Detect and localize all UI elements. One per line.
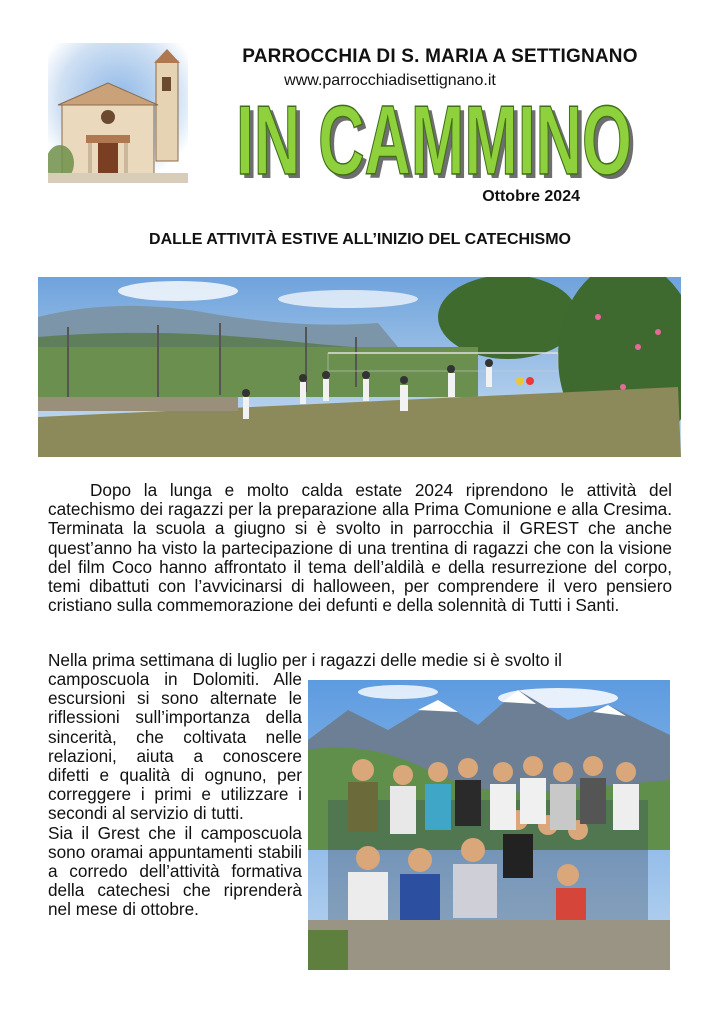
church-logo [48,43,188,183]
paragraph-closing: Sia il Grest che il camposcuola sono oramai appuntamenti stabili a corredo dell’attività formativa della catechesi che riprenderà nel mese di ottobre. [48,822,302,920]
article-headline: DALLE ATTIVITÀ ESTIVE ALL’INIZIO DEL CATECHISMO [149,231,571,248]
parish-name: PARROCCHIA DI S. MARIA A SETTIGNANO [242,46,638,67]
camposcuola-group-photo [308,680,670,970]
paragraph-camposcuola-lead: Nella prima settimana di luglio per i ragazzi delle medie si è svolto il [48,650,562,670]
masthead-text: IN CAMMINO [236,92,632,184]
issue-date: Ottobre 2024 [482,188,580,205]
paragraph-camposcuola: camposcuola in Dolomiti. Alle escursioni si sono alternate le riflessioni sull’importanza della sincerità, che coltivata nelle relazioni, aiuta a conoscere difetti e qualità di ognuno, per correggere i primi e utilizzare i secondi al servizio di tutti. [48,669,302,824]
website-link[interactable]: www.parrocchiadisettignano.it [284,72,496,89]
paragraph-column [48,670,302,920]
grest-photo [38,277,681,457]
masthead-shadow: IN CAMMINO [240,92,636,184]
paragraph-grest: Dopo la lunga e molto calda estate 2024 riprendono le attività del catechismo dei ragazzi per la preparazione alla Prima Comunione e alla Cresima. Terminata la scuola a giugno si è svolto in parrocchia il GREST che anche quest’anno ha visto la partecipazione di una trentina di ragazzi che con la visione del film Coco hanno affrontato il tema dell’aldilà e della resurrezione del corpo, temi dibattuti con l’avvicinarsi di halloween, per comprendere il vero pensiero cristiano sulla commemorazione dei defunti e della solennità di Tutti i Santi. [48,480,672,616]
masthead-title [224,92,644,184]
